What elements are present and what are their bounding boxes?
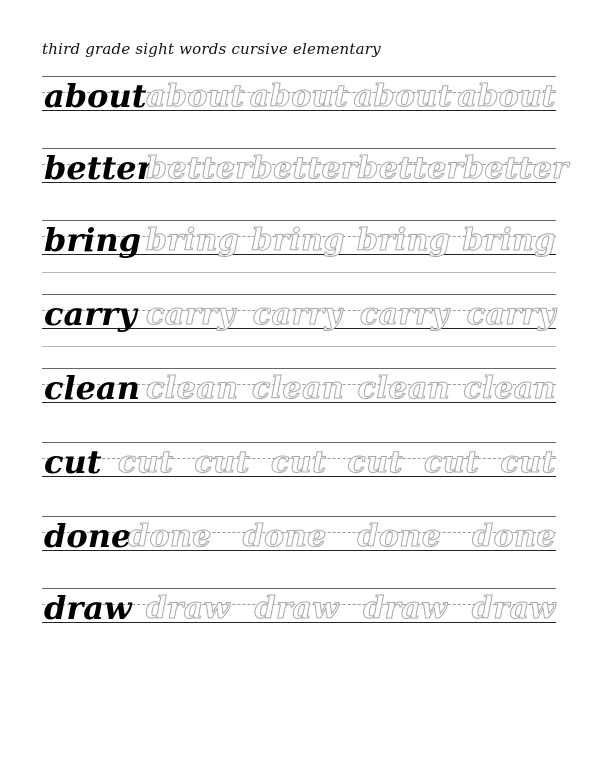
descender-guide — [42, 346, 556, 347]
trace-word: cut — [500, 445, 556, 480]
descender-guide — [42, 272, 556, 273]
trace-word: about — [457, 79, 556, 114]
trace-strip — [146, 79, 556, 114]
model-word: carry — [44, 295, 137, 333]
trace-word: carry — [252, 297, 343, 332]
practice-row-carry — [0, 292, 600, 364]
trace-word: bring — [462, 223, 556, 258]
trace-word: clean — [463, 371, 556, 406]
trace-strip — [146, 223, 556, 258]
trace-word: about — [249, 79, 349, 114]
trace-word: clean — [251, 371, 345, 406]
trace-strip — [118, 445, 556, 480]
trace-word: cut — [424, 445, 480, 480]
model-word: done — [44, 517, 132, 555]
trace-word: bring — [357, 223, 451, 258]
trace-word: better — [251, 151, 358, 186]
trace-word: about — [146, 79, 245, 114]
top-guide-line — [42, 442, 556, 443]
trace-word: bring — [251, 223, 345, 258]
practice-row-bring — [0, 218, 600, 290]
trace-word: better — [463, 151, 569, 186]
trace-word: cut — [194, 445, 250, 480]
trace-word: better — [146, 151, 252, 186]
practice-row-done — [0, 514, 600, 586]
trace-word: done — [242, 519, 327, 554]
trace-word: carry — [359, 297, 450, 332]
trace-strip — [146, 591, 556, 626]
practice-row-cut — [0, 440, 600, 512]
model-word: about — [44, 77, 147, 115]
trace-word: done — [472, 519, 556, 554]
model-word: cut — [44, 443, 102, 481]
trace-word: cut — [118, 445, 174, 480]
trace-word: carry — [466, 297, 556, 332]
trace-word: about — [353, 79, 453, 114]
practice-row-draw — [0, 586, 600, 658]
trace-word: done — [128, 519, 212, 554]
trace-word: clean — [357, 371, 451, 406]
practice-row-clean — [0, 366, 600, 438]
worksheet-title: third grade sight words cursive elementary — [42, 40, 381, 58]
trace-strip — [146, 151, 569, 186]
practice-row-about — [0, 74, 600, 146]
trace-word: draw — [363, 591, 448, 626]
trace-word: done — [357, 519, 442, 554]
model-word: better — [44, 149, 154, 187]
trace-word: draw — [471, 591, 556, 626]
model-word: clean — [44, 369, 140, 407]
model-word: draw — [44, 589, 132, 627]
trace-strip — [128, 519, 556, 554]
trace-word: better — [357, 151, 464, 186]
practice-row-better — [0, 146, 600, 218]
trace-strip — [146, 371, 556, 406]
model-word: bring — [44, 221, 142, 259]
trace-word: bring — [146, 223, 240, 258]
trace-word: cut — [271, 445, 327, 480]
trace-word: draw — [254, 591, 339, 626]
trace-word: cut — [347, 445, 403, 480]
trace-word: draw — [146, 591, 231, 626]
trace-word: carry — [146, 297, 236, 332]
trace-word: clean — [146, 371, 239, 406]
trace-strip — [146, 297, 556, 332]
